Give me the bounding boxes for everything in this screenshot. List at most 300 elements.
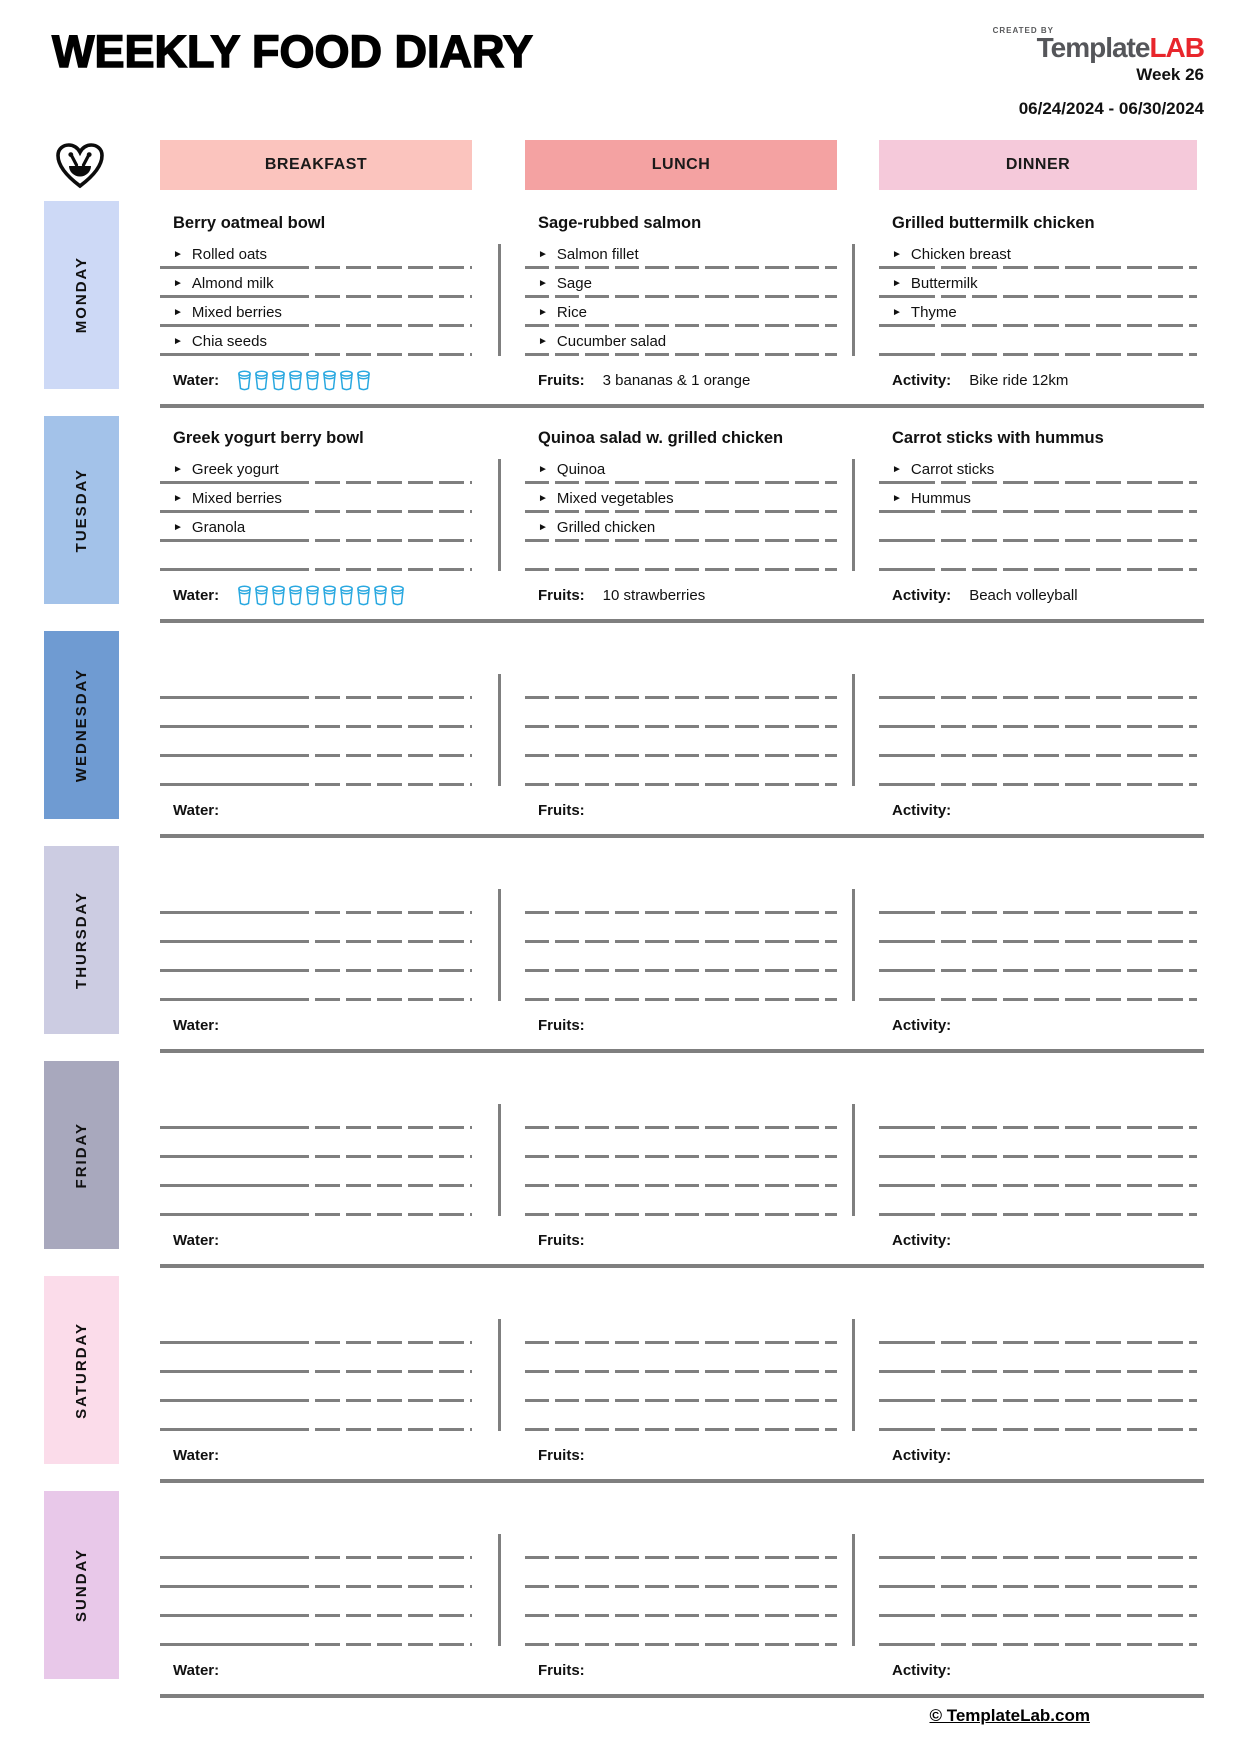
activity-label: Activity: <box>892 1016 952 1034</box>
fruits-label: Fruits: <box>538 801 585 819</box>
day-label: MONDAY <box>73 256 90 334</box>
meal-item-row[interactable] <box>160 757 472 786</box>
dinner-column <box>879 623 1197 786</box>
day-section <box>73 408 1204 623</box>
day-section <box>73 838 1204 1053</box>
meal-item-row[interactable] <box>160 1344 472 1373</box>
fill-line <box>160 353 472 356</box>
fill-line <box>525 1643 837 1646</box>
water-field <box>160 585 472 606</box>
bullet-arrow-icon: ► <box>892 492 902 504</box>
column-divider <box>498 1104 501 1216</box>
day-section <box>73 1483 1204 1698</box>
bullet-arrow-icon: ► <box>173 277 183 289</box>
fill-line <box>879 353 1197 356</box>
meal-title <box>879 1053 1197 1100</box>
lunch-column <box>525 1483 837 1646</box>
activity-label: Activity: <box>892 586 952 604</box>
meal-item-row[interactable] <box>160 914 472 943</box>
meal-item-row[interactable] <box>879 269 1197 298</box>
water-field <box>160 1662 472 1679</box>
meal-item-row[interactable] <box>160 1588 472 1617</box>
meal-item-row[interactable] <box>525 1344 837 1373</box>
activity-field <box>879 1662 1197 1679</box>
week-number: Week 26 <box>1136 64 1204 84</box>
column-divider <box>498 244 501 356</box>
meal-item-row[interactable] <box>525 1100 837 1129</box>
water-cup-icon <box>305 585 320 606</box>
water-cup-icon <box>373 585 388 606</box>
day-tab <box>44 1061 119 1249</box>
meal-title <box>879 838 1197 885</box>
brand-block <box>993 26 1204 119</box>
water-cup-icon <box>237 585 252 606</box>
bullet-arrow-icon: ► <box>892 463 902 475</box>
fill-line <box>160 568 472 571</box>
dinner-column <box>879 193 1197 356</box>
fruits-value[interactable]: 3 bananas & 1 orange <box>602 371 751 389</box>
dinner-column-header: DINNER <box>879 140 1197 190</box>
logo-text-accent: LAB <box>1149 32 1204 64</box>
water-cup-icon <box>339 370 354 391</box>
meal-item-row[interactable] <box>525 298 837 327</box>
fruits-field <box>525 1447 837 1464</box>
day-label: TUESDAY <box>73 467 90 553</box>
column-divider <box>498 674 501 786</box>
meal-item-row[interactable] <box>879 1530 1197 1559</box>
fill-line <box>879 1213 1197 1216</box>
column-divider <box>852 1104 855 1216</box>
day-label: SUNDAY <box>73 1548 90 1622</box>
fruits-label: Fruits: <box>538 1661 585 1679</box>
meal-title <box>525 838 837 885</box>
dinner-column <box>879 1483 1197 1646</box>
meal-item-row[interactable] <box>525 1315 837 1344</box>
meal-title <box>879 1268 1197 1315</box>
meal-title <box>160 838 472 885</box>
meal-item-row[interactable] <box>525 327 837 356</box>
meal-item-row[interactable] <box>879 484 1197 513</box>
meal-item-row[interactable] <box>525 1373 837 1402</box>
water-cups <box>237 585 405 606</box>
meal-title: Sage-rubbed salmon <box>538 214 702 232</box>
bullet-arrow-icon: ► <box>173 521 183 533</box>
meal-item-row[interactable] <box>879 298 1197 327</box>
meal-item-row[interactable] <box>879 1559 1197 1588</box>
meal-item-label: Rice <box>556 304 587 321</box>
meal-title <box>879 623 1197 670</box>
bullet-arrow-icon: ► <box>538 463 548 475</box>
meal-item-row[interactable] <box>525 972 837 1001</box>
meal-item-row[interactable] <box>879 885 1197 914</box>
meal-item-label: Chicken breast <box>910 246 1011 263</box>
lunch-column <box>525 408 837 571</box>
activity-label: Activity: <box>892 1661 952 1679</box>
dinner-column <box>879 408 1197 571</box>
meal-item-row[interactable] <box>879 699 1197 728</box>
activity-label: Activity: <box>892 1231 952 1249</box>
bullet-arrow-icon: ► <box>538 248 548 260</box>
lunch-column <box>525 623 837 786</box>
water-cup-icon <box>322 370 337 391</box>
day-tab <box>44 1276 119 1464</box>
fruits-field <box>525 587 837 604</box>
column-divider <box>852 889 855 1001</box>
meal-item-row[interactable] <box>879 1315 1197 1344</box>
meal-title: Carrot sticks with hummus <box>892 429 1104 447</box>
meal-title: Greek yogurt berry bowl <box>173 429 364 447</box>
activity-value[interactable]: Bike ride 12km <box>969 371 1069 389</box>
meal-title <box>525 1483 837 1530</box>
bullet-arrow-icon: ► <box>538 492 548 504</box>
day-tab <box>44 1491 119 1679</box>
fruits-field <box>525 1017 837 1034</box>
water-cup-icon <box>390 585 405 606</box>
day-tab <box>44 846 119 1034</box>
meal-item-row[interactable] <box>160 972 472 1001</box>
meal-item-row[interactable] <box>160 1315 472 1344</box>
meal-item-row[interactable] <box>525 1402 837 1431</box>
bullet-arrow-icon: ► <box>173 306 183 318</box>
meal-item-row[interactable] <box>160 1559 472 1588</box>
day-meta-row <box>160 786 1204 834</box>
day-meta-row <box>160 1431 1204 1479</box>
bullet-arrow-icon: ► <box>173 463 183 475</box>
column-headers <box>160 140 1204 190</box>
meal-item-row[interactable] <box>879 327 1197 356</box>
meal-item-row[interactable] <box>525 1187 837 1216</box>
page-header <box>52 26 1204 136</box>
day-section <box>73 1268 1204 1483</box>
meal-item-row[interactable] <box>525 1129 837 1158</box>
meal-item-row[interactable] <box>160 1617 472 1646</box>
meal-title <box>160 1483 472 1530</box>
meal-item-row[interactable] <box>879 542 1197 571</box>
column-divider <box>498 459 501 571</box>
meal-item-row[interactable] <box>160 670 472 699</box>
fruits-field <box>525 1662 837 1679</box>
meal-item-row[interactable] <box>160 885 472 914</box>
meal-columns <box>160 1483 1204 1646</box>
diary-content <box>73 140 1204 1698</box>
footer <box>929 1706 1090 1726</box>
fill-line <box>879 783 1197 786</box>
meal-item-row[interactable] <box>879 1588 1197 1617</box>
meal-item-row[interactable] <box>160 1100 472 1129</box>
meal-item-row[interactable] <box>525 885 837 914</box>
meal-item-label: Buttermilk <box>910 275 978 292</box>
meal-item-row[interactable] <box>879 1617 1197 1646</box>
water-label: Water: <box>173 1231 220 1249</box>
bullet-arrow-icon: ► <box>173 248 183 260</box>
fill-line <box>879 998 1197 1001</box>
meal-item-row[interactable] <box>160 298 472 327</box>
meal-item-row[interactable] <box>525 699 837 728</box>
meal-item-row[interactable] <box>525 1559 837 1588</box>
meal-item-row[interactable] <box>160 269 472 298</box>
day-section <box>73 623 1204 838</box>
meal-item-label: Grilled chicken <box>556 519 656 536</box>
meal-item-row[interactable] <box>525 484 837 513</box>
day-section <box>73 1053 1204 1268</box>
meal-item-row[interactable] <box>525 914 837 943</box>
meal-item-row[interactable] <box>160 1530 472 1559</box>
templatelab-logo <box>1037 32 1204 63</box>
column-divider <box>852 244 855 356</box>
day-label: THURSDAY <box>73 891 90 989</box>
day-meta-row <box>160 1001 1204 1049</box>
fill-line <box>525 783 837 786</box>
day-meta-row <box>160 1646 1204 1694</box>
water-cup-icon <box>288 370 303 391</box>
water-label: Water: <box>173 801 220 819</box>
activity-label: Activity: <box>892 371 952 389</box>
fruits-label: Fruits: <box>538 1231 585 1249</box>
meal-item-label: Sage <box>556 275 592 292</box>
day-tab <box>44 416 119 604</box>
water-label: Water: <box>173 1446 220 1464</box>
column-divider <box>852 1534 855 1646</box>
column-divider <box>852 674 855 786</box>
meal-item-row[interactable] <box>160 240 472 269</box>
day-label: FRIDAY <box>73 1121 90 1189</box>
breakfast-column <box>160 193 472 356</box>
meal-item-row[interactable] <box>525 670 837 699</box>
fill-line <box>879 1643 1197 1646</box>
fill-line <box>879 568 1197 571</box>
day-label: SATURDAY <box>73 1321 90 1419</box>
meal-item-row[interactable] <box>160 513 472 542</box>
activity-field <box>879 1232 1197 1249</box>
day-meta-row <box>160 571 1204 619</box>
fruits-field <box>525 802 837 819</box>
meal-item-row[interactable] <box>525 455 837 484</box>
meal-item-row[interactable] <box>879 757 1197 786</box>
meal-title <box>160 1268 472 1315</box>
meal-item-label: Greek yogurt <box>191 461 279 478</box>
breakfast-column <box>160 1268 472 1431</box>
meal-item-row[interactable] <box>879 1344 1197 1373</box>
bullet-arrow-icon: ► <box>173 335 183 347</box>
meal-title: Grilled buttermilk chicken <box>892 214 1095 232</box>
meal-item-row[interactable] <box>525 1617 837 1646</box>
breakfast-column <box>160 623 472 786</box>
water-cup-icon <box>254 585 269 606</box>
meal-item-label: Almond milk <box>191 275 274 292</box>
meal-item-row[interactable] <box>525 542 837 571</box>
meal-item-row[interactable] <box>525 943 837 972</box>
water-label: Water: <box>173 1016 220 1034</box>
copyright-link[interactable]: © TemplateLab.com <box>929 1706 1090 1725</box>
fill-line <box>525 1428 837 1431</box>
meal-item-row[interactable] <box>160 943 472 972</box>
breakfast-column <box>160 408 472 571</box>
day-section <box>73 193 1204 408</box>
lunch-column <box>525 1268 837 1431</box>
water-label: Water: <box>173 1661 220 1679</box>
fill-line <box>160 998 472 1001</box>
fill-line <box>525 1213 837 1216</box>
day-meta-row <box>160 356 1204 404</box>
meal-title: Berry oatmeal bowl <box>173 214 326 232</box>
meal-item-label: Granola <box>191 519 246 536</box>
meal-item-row[interactable] <box>525 513 837 542</box>
meal-title <box>525 1053 837 1100</box>
meal-item-row[interactable] <box>160 1129 472 1158</box>
day-label: WEDNESDAY <box>73 667 90 783</box>
meal-item-row[interactable] <box>160 728 472 757</box>
water-label: Water: <box>173 586 220 604</box>
meal-item-row[interactable] <box>525 1530 837 1559</box>
meal-item-row[interactable] <box>160 1158 472 1187</box>
bullet-arrow-icon: ► <box>173 492 183 504</box>
bullet-arrow-icon: ► <box>538 306 548 318</box>
meal-item-label: Mixed vegetables <box>556 490 674 507</box>
meal-item-row[interactable] <box>525 1588 837 1617</box>
bullet-arrow-icon: ► <box>892 277 902 289</box>
meal-item-row[interactable] <box>160 1187 472 1216</box>
meal-item-row[interactable] <box>879 240 1197 269</box>
day-tab <box>44 201 119 389</box>
fill-line <box>879 1428 1197 1431</box>
meal-item-label: Quinoa <box>556 461 606 478</box>
meal-columns <box>160 1268 1204 1431</box>
water-cup-icon <box>305 370 320 391</box>
breakfast-column <box>160 838 472 1001</box>
meal-columns <box>160 623 1204 786</box>
meal-item-label: Carrot sticks <box>910 461 995 478</box>
fill-line <box>160 1643 472 1646</box>
meal-item-row[interactable] <box>160 542 472 571</box>
meal-item-row[interactable] <box>879 1158 1197 1187</box>
meal-item-row[interactable] <box>525 728 837 757</box>
fruits-field <box>525 1232 837 1249</box>
dinner-column <box>879 1053 1197 1216</box>
meal-item-row[interactable] <box>879 1129 1197 1158</box>
breakfast-column-header: BREAKFAST <box>160 140 472 190</box>
meal-title <box>525 623 837 670</box>
meal-title: Quinoa salad w. grilled chicken <box>538 429 784 447</box>
logo-text-primary: Template <box>1036 32 1150 64</box>
fruits-label: Fruits: <box>538 371 585 389</box>
water-field <box>160 370 472 391</box>
column-divider <box>852 1319 855 1431</box>
water-field <box>160 1447 472 1464</box>
breakfast-column <box>160 1053 472 1216</box>
meal-item-row[interactable] <box>879 914 1197 943</box>
activity-label: Activity: <box>892 801 952 819</box>
meal-item-label: Mixed berries <box>191 304 282 321</box>
column-divider <box>498 889 501 1001</box>
meal-item-row[interactable] <box>879 1373 1197 1402</box>
meal-item-row[interactable] <box>160 455 472 484</box>
meal-item-row[interactable] <box>525 1158 837 1187</box>
meal-columns <box>160 838 1204 1001</box>
meal-item-row[interactable] <box>525 269 837 298</box>
meal-item-row[interactable] <box>160 1373 472 1402</box>
water-field <box>160 1232 472 1249</box>
meal-item-row[interactable] <box>160 699 472 728</box>
water-cup-icon <box>322 585 337 606</box>
page-title: WEEKLY FOOD DIARY <box>52 26 533 77</box>
water-cup-icon <box>339 585 354 606</box>
activity-field <box>879 1447 1197 1464</box>
activity-field <box>879 372 1197 389</box>
meal-item-row[interactable] <box>525 240 837 269</box>
meal-item-row[interactable] <box>879 670 1197 699</box>
fruits-label: Fruits: <box>538 1446 585 1464</box>
water-label: Water: <box>173 371 220 389</box>
meal-item-row[interactable] <box>160 484 472 513</box>
meal-title <box>160 623 472 670</box>
column-divider <box>852 459 855 571</box>
lunch-column <box>525 1053 837 1216</box>
day-meta-row <box>160 1216 1204 1264</box>
fill-line <box>160 1213 472 1216</box>
meal-columns <box>160 1053 1204 1216</box>
meal-item-row[interactable] <box>879 455 1197 484</box>
day-separator <box>160 1694 1204 1698</box>
lunch-column-header: LUNCH <box>525 140 837 190</box>
date-range: 06/24/2024 - 06/30/2024 <box>1018 99 1204 119</box>
fruits-label: Fruits: <box>538 586 585 604</box>
water-cup-icon <box>237 370 252 391</box>
meal-title <box>160 1053 472 1100</box>
fill-line <box>525 998 837 1001</box>
meal-item-row[interactable] <box>879 1187 1197 1216</box>
meal-item-row[interactable] <box>160 327 472 356</box>
breakfast-column <box>160 1483 472 1646</box>
dinner-column <box>879 838 1197 1001</box>
fill-line <box>160 783 472 786</box>
meal-item-row[interactable] <box>879 1100 1197 1129</box>
meal-columns <box>160 408 1204 571</box>
meal-item-row[interactable] <box>879 513 1197 542</box>
meal-item-row[interactable] <box>879 943 1197 972</box>
water-cups <box>237 370 371 391</box>
meal-title <box>525 1268 837 1315</box>
activity-value[interactable]: Beach volleyball <box>969 586 1078 604</box>
meal-item-row[interactable] <box>160 1402 472 1431</box>
fruits-value[interactable]: 10 strawberries <box>602 586 706 604</box>
water-field <box>160 802 472 819</box>
meal-title <box>879 1483 1197 1530</box>
day-tab <box>44 631 119 819</box>
fruits-field <box>525 372 837 389</box>
created-by-label: CREATED BY <box>992 26 1054 35</box>
meal-item-row[interactable] <box>525 757 837 786</box>
days-host <box>73 193 1204 1698</box>
lunch-column <box>525 193 837 356</box>
meal-item-label: Salmon fillet <box>556 246 639 263</box>
fill-line <box>160 1428 472 1431</box>
bullet-arrow-icon: ► <box>892 306 902 318</box>
meal-item-row[interactable] <box>879 728 1197 757</box>
activity-field <box>879 802 1197 819</box>
water-field <box>160 1017 472 1034</box>
dinner-column <box>879 1268 1197 1431</box>
meal-item-row[interactable] <box>879 972 1197 1001</box>
bullet-arrow-icon: ► <box>538 521 548 533</box>
column-divider <box>498 1534 501 1646</box>
meal-item-row[interactable] <box>879 1402 1197 1431</box>
column-divider <box>498 1319 501 1431</box>
meal-item-label: Chia seeds <box>191 333 267 350</box>
fruits-label: Fruits: <box>538 1016 585 1034</box>
bullet-arrow-icon: ► <box>892 248 902 260</box>
water-cup-icon <box>288 585 303 606</box>
water-cup-icon <box>356 370 371 391</box>
